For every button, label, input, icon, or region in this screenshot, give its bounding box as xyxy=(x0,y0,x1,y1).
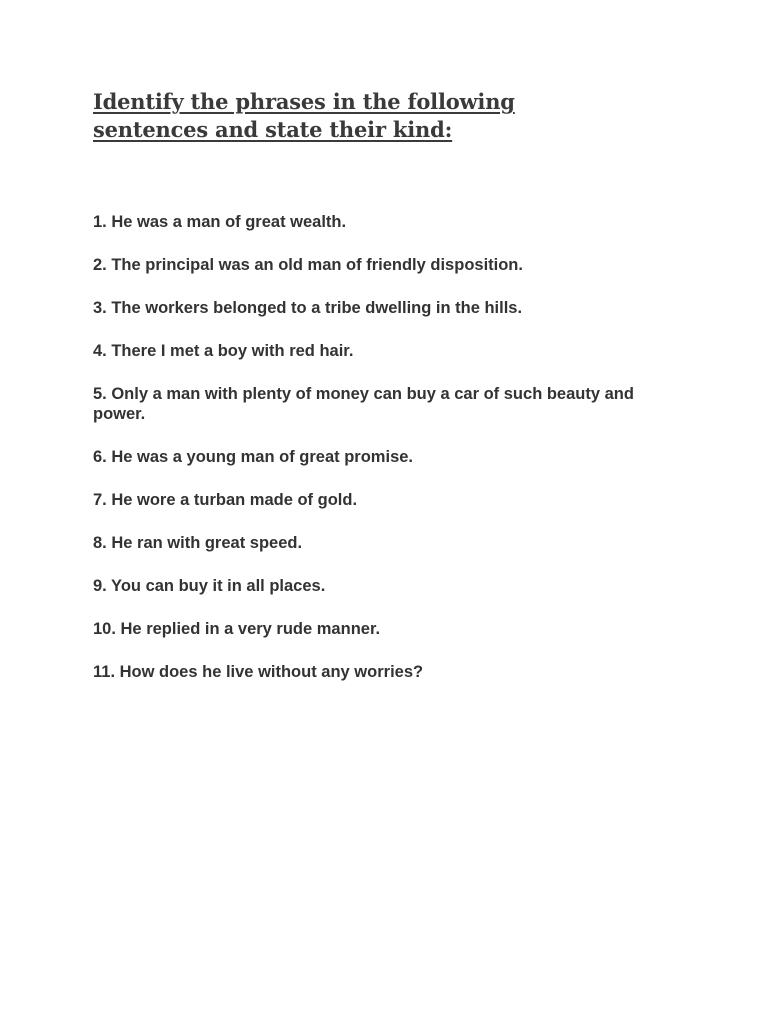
question-item-3: 3. The workers belonged to a tribe dwelling in the hills. xyxy=(93,299,523,317)
heading-line-2: sentences and state their kind: xyxy=(93,117,453,142)
question-item-9: 9. You can buy it in all places. xyxy=(93,576,326,595)
question-item-4: 4. There I met a boy with red hair. xyxy=(93,342,354,360)
question-item-1: 1. He was a man of great wealth. xyxy=(93,213,347,231)
question-item-8: 8. He ran with great speed. xyxy=(93,533,303,552)
question-item-7: 7. He wore a turban made of gold. xyxy=(93,490,358,509)
question-item-5: 5. Only a man with plenty of money can buy a car of such beauty and power. xyxy=(93,385,634,423)
question-item-2: 2. The principal was an old man of friendly disposition. xyxy=(93,256,523,274)
worksheet-heading xyxy=(93,88,653,144)
question-list xyxy=(93,213,668,706)
question-item-10: 10. He replied in a very rude manner. xyxy=(93,619,381,638)
question-item-11: 11. How does he live without any worries? xyxy=(93,662,424,681)
heading-line-1: Identify the phrases in the following xyxy=(93,89,515,114)
question-item-6: 6. He was a young man of great promise. xyxy=(93,447,414,466)
